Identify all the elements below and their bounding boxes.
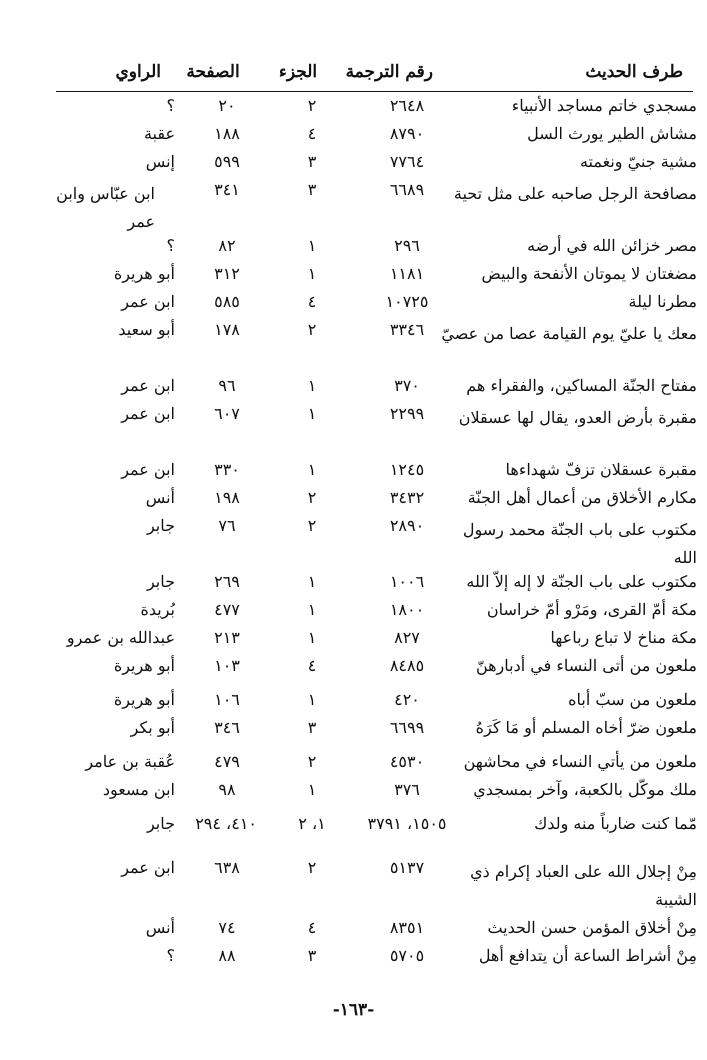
cell-part: ١ bbox=[307, 572, 317, 591]
cell-narrator: أبو هريرة bbox=[113, 264, 175, 283]
cell-translation-no: ٨٢٧ bbox=[394, 628, 420, 647]
cell-translation-no: ١٢٤٥ bbox=[389, 460, 425, 479]
cell-narrator: ابن عمر bbox=[121, 376, 175, 395]
cell-page: ٦٣٨ bbox=[214, 858, 240, 877]
cell-translation-no: ٤٥٣٠ bbox=[389, 752, 425, 771]
cell-hadith: مطرنا ليلة bbox=[628, 292, 697, 311]
cell-narrator: عقبة bbox=[143, 124, 175, 143]
cell-part: ٤ bbox=[307, 292, 317, 311]
cell-narrator: ؟ bbox=[166, 946, 175, 965]
cell-translation-no: ٢٨٩٠ bbox=[389, 516, 425, 535]
cell-page: ٨٨ bbox=[218, 946, 236, 965]
cell-translation-no: ١٠٧٢٥ bbox=[385, 292, 429, 311]
cell-part: ٣ bbox=[307, 946, 317, 965]
cell-translation-no: ٥٧٠٥ bbox=[389, 946, 425, 965]
cell-hadith: ملك موكّل بالكعبة، وآخر بمسجدي bbox=[473, 780, 697, 799]
cell-part: ٢ bbox=[307, 320, 317, 339]
cell-page: ٥٨٥ bbox=[214, 292, 240, 311]
cell-translation-no: ١٥٠٥، ٣٧٩١ bbox=[367, 814, 447, 833]
cell-hadith: مكتوب على باب الجنّة لا إله إلاّ الله bbox=[466, 572, 697, 591]
cell-page: ٧٤ bbox=[218, 918, 236, 937]
header-hadith: طرف الحديث bbox=[585, 62, 683, 82]
page-number: -١٦٣- bbox=[332, 1000, 375, 1020]
cell-narrator: عُقبة بن عامر bbox=[85, 752, 175, 771]
cell-hadith: ملعون من سبّ أباه bbox=[568, 690, 697, 709]
cell-part: ٤ bbox=[307, 124, 317, 143]
cell-translation-no: ٣٤٣٢ bbox=[389, 488, 425, 507]
cell-page: ٢١٣ bbox=[214, 628, 240, 647]
cell-page: ٢٦٩ bbox=[214, 572, 240, 591]
cell-hadith: مشية جنيّ ونغمته bbox=[579, 152, 697, 171]
cell-part: ١ bbox=[307, 600, 317, 619]
cell-part: ١ bbox=[307, 264, 317, 283]
cell-translation-no: ٣٧٦ bbox=[394, 780, 420, 799]
cell-part: ١ bbox=[307, 690, 317, 709]
cell-page: ٧٦ bbox=[218, 516, 236, 535]
cell-page: ٩٦ bbox=[218, 376, 236, 395]
cell-narrator: ؟ bbox=[166, 96, 175, 115]
cell-translation-no: ٢٢٩٩ bbox=[389, 404, 425, 423]
cell-narrator: ابن عبّاس وابن عمر bbox=[56, 184, 155, 231]
cell-narrator: جابر bbox=[146, 572, 175, 591]
cell-page: ٤٧٩ bbox=[214, 752, 240, 771]
cell-part: ١، ٢ bbox=[298, 814, 326, 833]
cell-narrator: إنس bbox=[145, 152, 175, 171]
cell-part: ٣ bbox=[307, 152, 317, 171]
cell-hadith: مكتوب على باب الجنّة محمد رسول الله bbox=[462, 520, 697, 567]
header-translation-no: رقم الترجمة bbox=[345, 62, 433, 82]
cell-hadith: مفتاح الجنّة المساكين، والفقراء هم bbox=[466, 376, 697, 395]
cell-page: ٣٤١ bbox=[214, 180, 240, 199]
cell-page: ٥٩٩ bbox=[214, 152, 240, 171]
cell-narrator: ابن عمر bbox=[121, 460, 175, 479]
header-part: الجزء bbox=[278, 62, 318, 82]
cell-part: ٢ bbox=[307, 96, 317, 115]
cell-page: ٩٨ bbox=[218, 780, 236, 799]
cell-page: ٦٠٧ bbox=[214, 404, 240, 423]
cell-part: ٤ bbox=[307, 656, 317, 675]
cell-hadith: مّما كنت ضارباً منه ولدك bbox=[534, 814, 697, 833]
header-narrator: الراوي bbox=[115, 62, 161, 82]
cell-page: ١٧٨ bbox=[214, 320, 240, 339]
cell-hadith: مضغتان لا يموتان الأنفحة والبيض bbox=[481, 264, 697, 283]
cell-translation-no: ٣٧٠ bbox=[394, 376, 420, 395]
cell-part: ١ bbox=[307, 376, 317, 395]
cell-hadith: مِنْ إجلال الله على العباد إكرام ذي الشيبة bbox=[470, 862, 697, 909]
cell-narrator: عبدالله بن عمرو bbox=[66, 628, 175, 647]
cell-hadith: ملعون من يأتي النساء في محاشهن bbox=[463, 752, 697, 771]
cell-narrator: أبو سعيد bbox=[118, 320, 175, 339]
cell-translation-no: ١٨٠٠ bbox=[389, 600, 425, 619]
cell-narrator: أبو هريرة bbox=[113, 656, 175, 675]
cell-page: ٨٢ bbox=[218, 236, 236, 255]
cell-narrator: ابن عمر bbox=[121, 292, 175, 311]
cell-hadith: مكة مناخ لا تباع رباعها bbox=[550, 628, 697, 647]
cell-part: ١ bbox=[307, 404, 317, 423]
cell-hadith: مقبرة عسقلان تزفّ شهداءها bbox=[505, 460, 697, 479]
cell-hadith: مصافحة الرجل صاحبه على مثل تحية bbox=[453, 184, 697, 203]
cell-hadith: مكة أمّ القرى، ومَرْو أمّ خراسان bbox=[486, 600, 697, 619]
cell-part: ١ bbox=[307, 236, 317, 255]
cell-translation-no: ٢٩٦ bbox=[394, 236, 420, 255]
cell-hadith: مقبرة بأرض العدو، يقال لها عسقلان bbox=[458, 408, 697, 427]
header-rule bbox=[56, 91, 693, 92]
cell-translation-no: ٨٤٨٥ bbox=[389, 656, 425, 675]
cell-hadith: مكارم الأخلاق من أعمال أهل الجنّة bbox=[467, 488, 697, 507]
cell-translation-no: ٢٦٤٨ bbox=[389, 96, 425, 115]
cell-part: ١ bbox=[307, 460, 317, 479]
table-header bbox=[56, 58, 693, 90]
cell-translation-no: ٣٣٤٦ bbox=[389, 320, 425, 339]
cell-hadith: مصر خزائن الله في أرضه bbox=[527, 236, 697, 255]
cell-hadith: معك يا عليّ يوم القيامة عصا من عصيّ bbox=[441, 324, 697, 343]
cell-part: ١ bbox=[307, 780, 317, 799]
cell-translation-no: ٦٦٨٩ bbox=[389, 180, 425, 199]
cell-narrator: ابن عمر bbox=[121, 858, 175, 877]
cell-part: ٢ bbox=[307, 858, 317, 877]
cell-part: ٢ bbox=[307, 752, 317, 771]
cell-translation-no: ٦٦٩٩ bbox=[389, 718, 425, 737]
cell-translation-no: ٤٢٠ bbox=[394, 690, 420, 709]
cell-translation-no: ١٠٠٦ bbox=[389, 572, 425, 591]
cell-part: ٣ bbox=[307, 180, 317, 199]
cell-narrator: بُريدة bbox=[140, 600, 175, 619]
cell-translation-no: ١١٨١ bbox=[389, 264, 425, 283]
cell-part: ٢ bbox=[307, 488, 317, 507]
cell-page: ١٠٣ bbox=[214, 656, 240, 675]
cell-narrator: ابن مسعود bbox=[102, 780, 175, 799]
cell-page: ٣٣٠ bbox=[214, 460, 240, 479]
cell-part: ٣ bbox=[307, 718, 317, 737]
header-page: الصفحة bbox=[186, 62, 240, 82]
cell-translation-no: ٧٧٦٤ bbox=[389, 152, 425, 171]
cell-hadith: مِنْ أخلاق المؤمن حسن الحديث bbox=[487, 918, 697, 937]
cell-page: ١٩٨ bbox=[214, 488, 240, 507]
cell-page: ٣١٢ bbox=[214, 264, 240, 283]
cell-narrator: ؟ bbox=[166, 236, 175, 255]
cell-narrator: ابن عمر bbox=[121, 404, 175, 423]
cell-narrator: جابر bbox=[146, 814, 175, 833]
cell-part: ٢ bbox=[307, 516, 317, 535]
cell-narrator: أبو هريرة bbox=[113, 690, 175, 709]
cell-narrator: جابر bbox=[146, 516, 175, 535]
cell-page: ١٠٦ bbox=[214, 690, 240, 709]
cell-hadith: مشاش الطير يورث السل bbox=[527, 124, 697, 143]
cell-narrator: أنس bbox=[145, 918, 175, 937]
cell-translation-no: ٨٣٥١ bbox=[389, 918, 425, 937]
cell-translation-no: ٨٧٩٠ bbox=[389, 124, 425, 143]
cell-part: ١ bbox=[307, 628, 317, 647]
cell-hadith: مِنْ أشراط الساعة أن يتدافع أهل bbox=[478, 946, 697, 965]
cell-translation-no: ٥١٣٧ bbox=[389, 858, 425, 877]
cell-narrator: أنس bbox=[145, 488, 175, 507]
cell-narrator: أبو بكر bbox=[130, 718, 175, 737]
cell-hadith: ملعون من أتى النساء في أدبارهنّ bbox=[475, 656, 697, 675]
cell-part: ٤ bbox=[307, 918, 317, 937]
cell-page: ١٨٨ bbox=[214, 124, 240, 143]
cell-page: ٣٤٦ bbox=[214, 718, 240, 737]
cell-page: ٤١٠، ٢٩٤ bbox=[195, 814, 257, 833]
cell-page: ٤٧٧ bbox=[214, 600, 240, 619]
cell-page: ٢٠ bbox=[218, 96, 236, 115]
cell-hadith: ملعون ضرّ أخاه المسلم أو مَا كَرَهُ bbox=[475, 718, 697, 737]
cell-hadith: مسجدي خاتم مساجد الأنبياء bbox=[511, 96, 697, 115]
